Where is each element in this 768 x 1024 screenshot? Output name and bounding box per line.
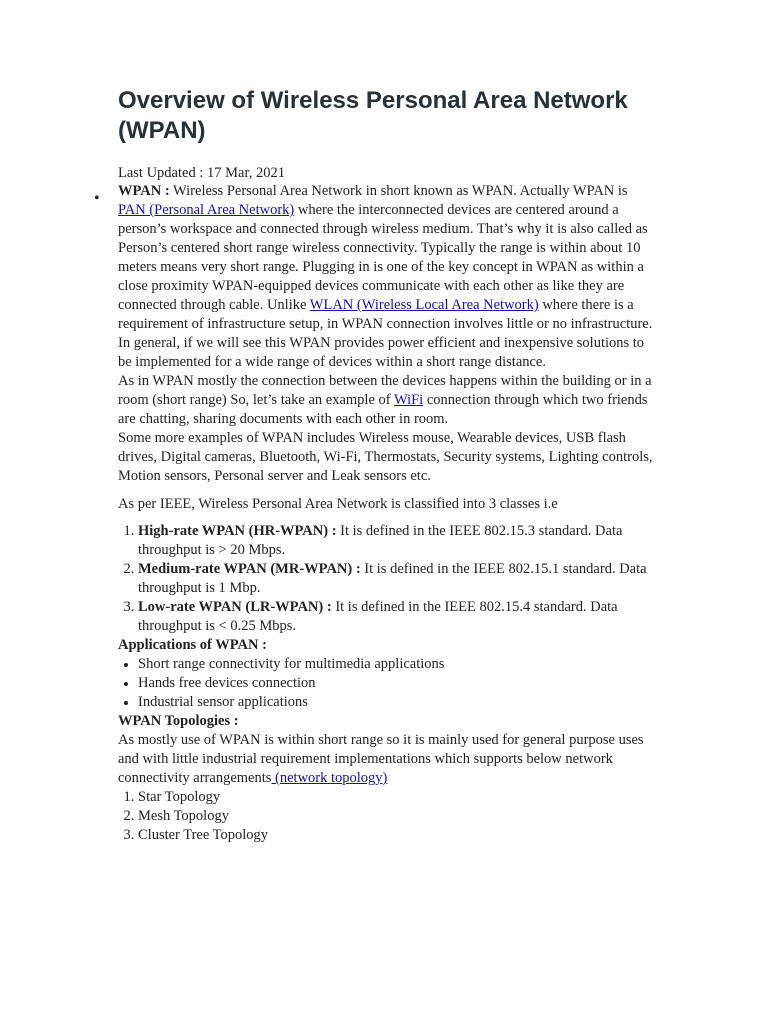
topologies-paragraph: As mostly use of WPAN is within short range so it is mainly used for general purpose uses and with little industrial requirement implementations which supports below network connectivity arrangements (network topology) — [118, 732, 644, 786]
article — [94, 86, 658, 845]
last-updated: Last Updated : 17 Mar, 2021 — [118, 165, 285, 181]
classes-list — [118, 522, 658, 636]
list-item: 1. High-rate WPAN (HR-WPAN) : It is defined in the IEEE 802.15.3 standard. Data throughput is > 20 Mbps. — [138, 522, 658, 560]
network-topology-link[interactable]: (network topology) — [271, 770, 388, 786]
list-item: • Industrial sensor applications — [138, 693, 658, 712]
list-item: 1. Star Topology — [138, 788, 658, 807]
list-item: 2. Mesh Topology — [138, 807, 658, 826]
list-item: 2. Medium-rate WPAN (MR-WPAN) : It is defined in the IEEE 802.15.1 standard. Data throughput is 1 Mbp. — [138, 560, 658, 598]
classes-intro: As per IEEE, Wireless Personal Area Network is classified into 3 classes i.e — [118, 496, 558, 512]
examples-paragraph: Some more examples of WPAN includes Wireless mouse, Wearable devices, USB flash drives, Digital cameras, Bluetooth, Wi-Fi, Thermostats, Security systems, Lighting controls, Motion sensors, Personal server and Leak sensors etc. — [118, 430, 653, 484]
topologies-heading: WPAN Topologies : — [118, 713, 239, 729]
list-item: 3. Cluster Tree Topology — [138, 826, 658, 845]
applications-heading: Applications of WPAN : — [118, 637, 267, 653]
bullet-marker: • — [94, 190, 100, 207]
list-item: • Short range connectivity for multimedia applications — [138, 655, 658, 674]
article-body — [118, 182, 658, 845]
pan-link[interactable]: PAN (Personal Area Network) — [118, 202, 295, 218]
wlan-link[interactable]: WLAN (Wireless Local Area Network) — [309, 297, 539, 313]
wpan-term: WPAN : — [118, 183, 170, 199]
wifi-link[interactable]: WiFi — [393, 392, 424, 408]
applications-list — [118, 655, 658, 712]
intro-paragraph: WPAN : Wireless Personal Area Network in short known as WPAN. Actually WPAN is PAN (Personal Area Network) where the interconnected devices are centered around a person’s workspace and connected through wireless medium. That’s why it is also called as Person’s centered short range wireless connectivity. Typically the range is within about 10 meters means very short range. Plugging in is one of the key concept in WPAN as within a close proximity WPAN-equipped devices communicate with each other as like they are connected through cable. Unlike WLAN (Wireless Local Area Network) where there is a requirement of infrastructure setup, in WPAN connection involves little or no infrastructure. In general, if we will see this WPAN provides power efficient and inexpensive solutions to be implemented for a wide range of devices within a short range distance. — [118, 183, 653, 370]
page-title: Overview of Wireless Personal Area Network (WPAN) — [118, 87, 628, 144]
topologies-list — [118, 788, 658, 845]
wifi-example-paragraph: As in WPAN mostly the connection between the devices happens within the building or in a room (short range) So, let’s take an example of WiFi connection through which two friends are chatting, sharing documents with each other in room. — [118, 373, 652, 427]
list-item: 3. Low-rate WPAN (LR-WPAN) : It is defined in the IEEE 802.15.4 standard. Data throughput is < 0.25 Mbps. — [138, 598, 658, 636]
list-item: • Hands free devices connection — [138, 674, 658, 693]
